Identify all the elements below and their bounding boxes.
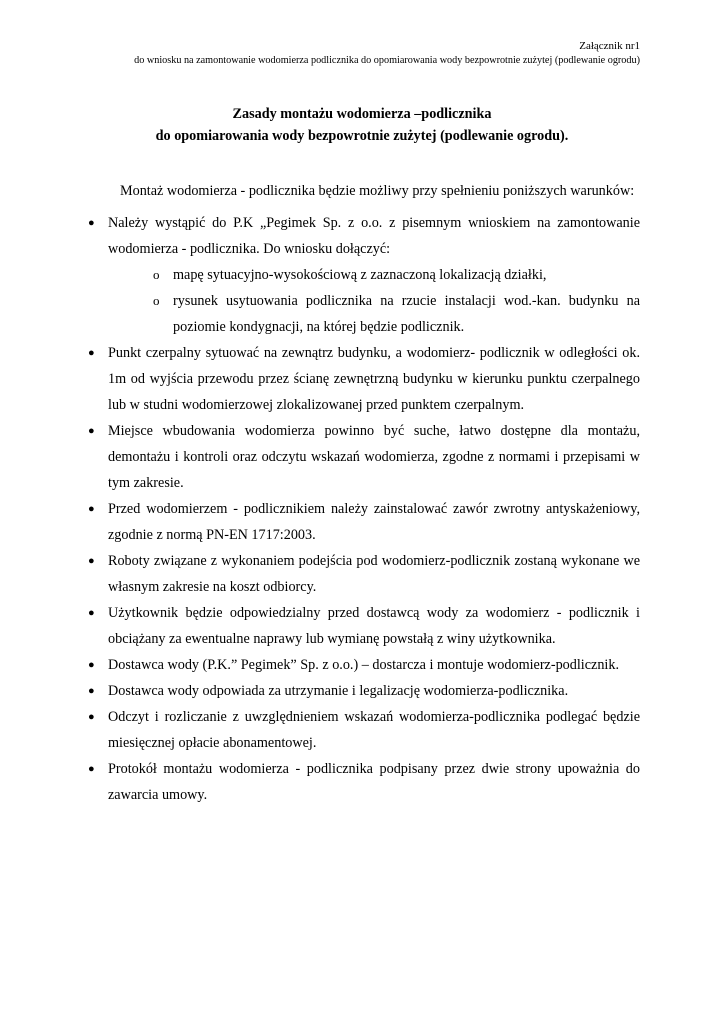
bullet-icon: ● [88,659,95,671]
list-item-text: Użytkownik będzie odpowiedzialny przed dostawcą wody za wodomierz - podlicznik i obciążany za ewentualne naprawy lub wymianę powstałą z winy użytkownika. [108,605,640,647]
circle-bullet-icon: o [153,267,160,282]
attachments-sublist [108,262,640,340]
bullet-icon: ● [88,503,95,515]
attachment-subtitle: do wniosku na zamontowanie wodomierza podlicznika do opomiarowania wody bezpowrotnie zużytej (podlewanie ogrodu) [134,55,640,66]
list-item [88,652,640,678]
bullet-icon: ● [88,711,95,723]
document-title-line-1: Zasady montażu wodomierza –podlicznika [232,106,492,122]
list-item-text: Protokół montażu wodomierza - podlicznika podpisany przez dwie strony upoważnia do zawarcia umowy. [108,761,640,803]
sublist-item [108,262,640,288]
intro-paragraph: Montaż wodomierza - podlicznika będzie możliwy przy spełnieniu poniższych warunków: [120,183,635,199]
list-item [88,418,640,496]
bullet-icon: ● [88,217,95,229]
conditions-list [88,210,640,808]
circle-bullet-icon: o [153,293,160,308]
list-item [88,340,640,418]
list-item-text: Miejsce wbudowania wodomierza powinno być suche, łatwo dostępne dla montażu, demontażu i kontroli oraz odczytu wskazań wodomierza, zgodne z normami i przepisami w tym zakresie. [108,423,640,491]
document-title-line-2: do opomiarowania wody bezpowrotnie zużytej (podlewanie ogrodu). [155,128,569,144]
list-item [88,548,640,600]
attachment-label: Załącznik nr1 [579,40,640,52]
list-item [88,704,640,756]
sublist-item-text: rysunek usytuowania podlicznika na rzucie instalacji wod.-kan. budynku na poziomie kondygnacji, na której będzie podlicznik. [173,293,640,335]
bullet-icon: ● [88,347,95,359]
list-item-text: Dostawca wody (P.K.” Pegimek” Sp. z o.o.) – dostarcza i montuje wodomierz-podlicznik. [108,657,620,673]
list-item [88,496,640,548]
sublist-item [108,288,640,340]
list-item [88,210,640,340]
list-item-text: Należy wystąpić do P.K „Pegimek Sp. z o.o. z pisemnym wnioskiem na zamontowanie wodomierza - podlicznika. Do wniosku dołączyć: [108,215,640,257]
list-item-text: Punkt czerpalny sytuować na zewnątrz budynku, a wodomierz- podlicznik w odległości ok. 1m od wyjścia przewodu przez ścianę zewnętrzną budynku w kierunku punktu czerpalnego lub w studni wodomierzowej zlokalizowanej przed punktem czerpalnym. [108,345,640,413]
list-item [88,678,640,704]
list-item [88,600,640,652]
list-item [88,756,640,808]
bullet-icon: ● [88,685,95,697]
list-item-text: Przed wodomierzem - podlicznikiem należy zainstalować zawór zwrotny antyskażeniowy, zgodnie z normą PN-EN 1717:2003. [108,501,640,543]
bullet-icon: ● [88,425,95,437]
bullet-icon: ● [88,607,95,619]
list-item-text: Dostawca wody odpowiada za utrzymanie i legalizację wodomierza-podlicznika. [108,683,569,699]
list-item-text: Roboty związane z wykonaniem podejścia pod wodomierz-podlicznik zostaną wykonane we własnym zakresie na koszt odbiorcy. [108,553,640,595]
bullet-icon: ● [88,555,95,567]
bullet-icon: ● [88,763,95,775]
list-item-text: Odczyt i rozliczanie z uwzględnieniem wskazań wodomierza-podlicznika podlegać będzie miesięcznej opłacie abonamentowej. [108,709,640,751]
sublist-item-text: mapę sytuacyjno-wysokościową z zaznaczoną lokalizacją działki, [173,267,547,283]
